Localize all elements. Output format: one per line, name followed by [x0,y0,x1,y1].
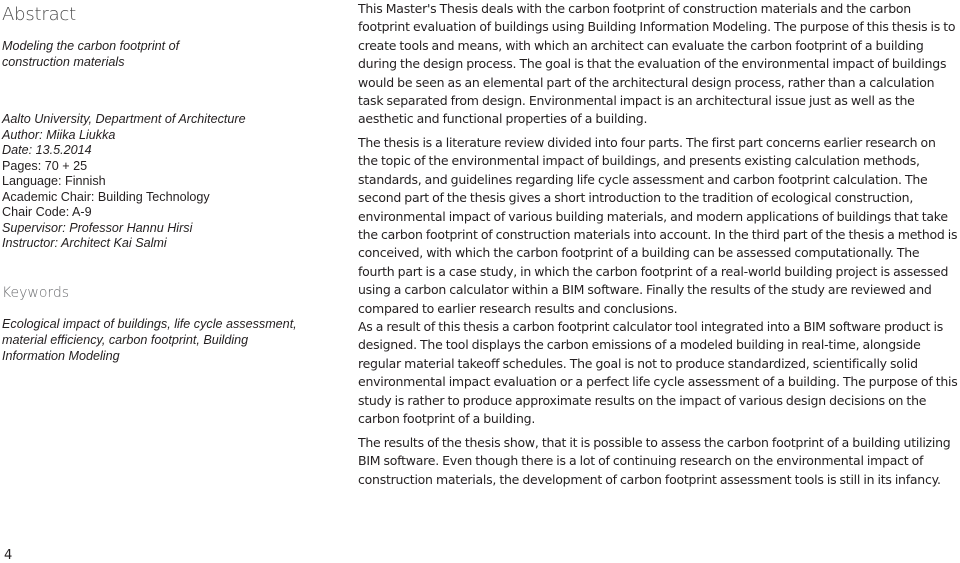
abstract-paragraph: This Master's Thesis deals with the carbon footprint of construction materials and the carbon footprint evaluation of buildings using Building Information Modeling. The purpose of this thesis is to create tools and means, with which an architect can evaluate the carbon footprint of a building during the design process. The goal is that the evaluation of the environmental impact of buildings would be seen as an elemental part of the architectural design process, rather than a calculation task separated from design. Environmental impact is an architectural issue just as well as the aesthetic and functional properties of a building. [358,1,956,127]
abstract-paragraph: The results of the thesis show, that it is possible to assess the carbon footprint of a building utilizing BIM software. Even though there is a lot of continuing research on the environmental impact of construction materials, the development of carbon footprint assessment tools is still in its infancy. [358,435,951,487]
meta-pages: Pages: 70 + 25 [2,158,88,173]
meta-author: Author: Miika Liukka [2,127,116,142]
meta-language: Language: Finnish [2,174,106,188]
abstract-paragraph: The thesis is a literature review divided into four parts. The first part concerns earlier research on the topic of the environmental impact of buildings, and presents existing calculation methods, standards, and guidelines regarding life cycle assessment and carbon footprint calculation. The second part of the thesis gives a short introduction to the tradition of ecological construction, environmental impact of various building materials, and modern applications of buildings that take the carbon footprint of construction materials into account. In the third part of the thesis a method is conceived, with which the carbon footprint of a building can be assessed computationally. The fourth part is a case study, in which the carbon footprint of a real-world building project is assessed using a carbon calculator within a BIM software. Finally the results of the study are reviewed and compared to earlier research results and conclusions. [358,135,958,316]
meta-academic-chair: Academic Chair: Building Technology [2,189,210,204]
thesis-title: Modeling the carbon footprint of construction materials [2,39,180,69]
thesis-metadata [2,112,246,252]
keywords-text: Ecological impact of buildings, life cycle assessment, material efficiency, carbon footprint, Building Information Modeling [2,317,297,363]
page-number: 4 [4,548,13,563]
meta-instructor: Instructor: Architect Kai Salmi [2,236,167,250]
abstract-heading: Abstract [2,4,76,25]
meta-date: Date: 13.5.2014 [2,143,92,157]
meta-department: Aalto University, Department of Architecture [2,112,246,126]
meta-supervisor: Supervisor: Professor Hannu Hirsi [2,220,193,235]
abstract-paragraph: As a result of this thesis a carbon footprint calculator tool integrated into a BIM software product is designed. The tool displays the carbon emissions of a modeled building in real-time, alongside regular material takeoff schedules. The goal is not to produce standardized, scientifically solid environmental impact evaluation or a perfect life cycle assessment of a building. The purpose of this study is rather to produce approximate results on the impact of various design decisions on the carbon footprint of a building. [358,319,958,427]
keywords-heading: Keywords [2,285,70,301]
meta-chair-code: Chair Code: A-9 [2,205,92,219]
